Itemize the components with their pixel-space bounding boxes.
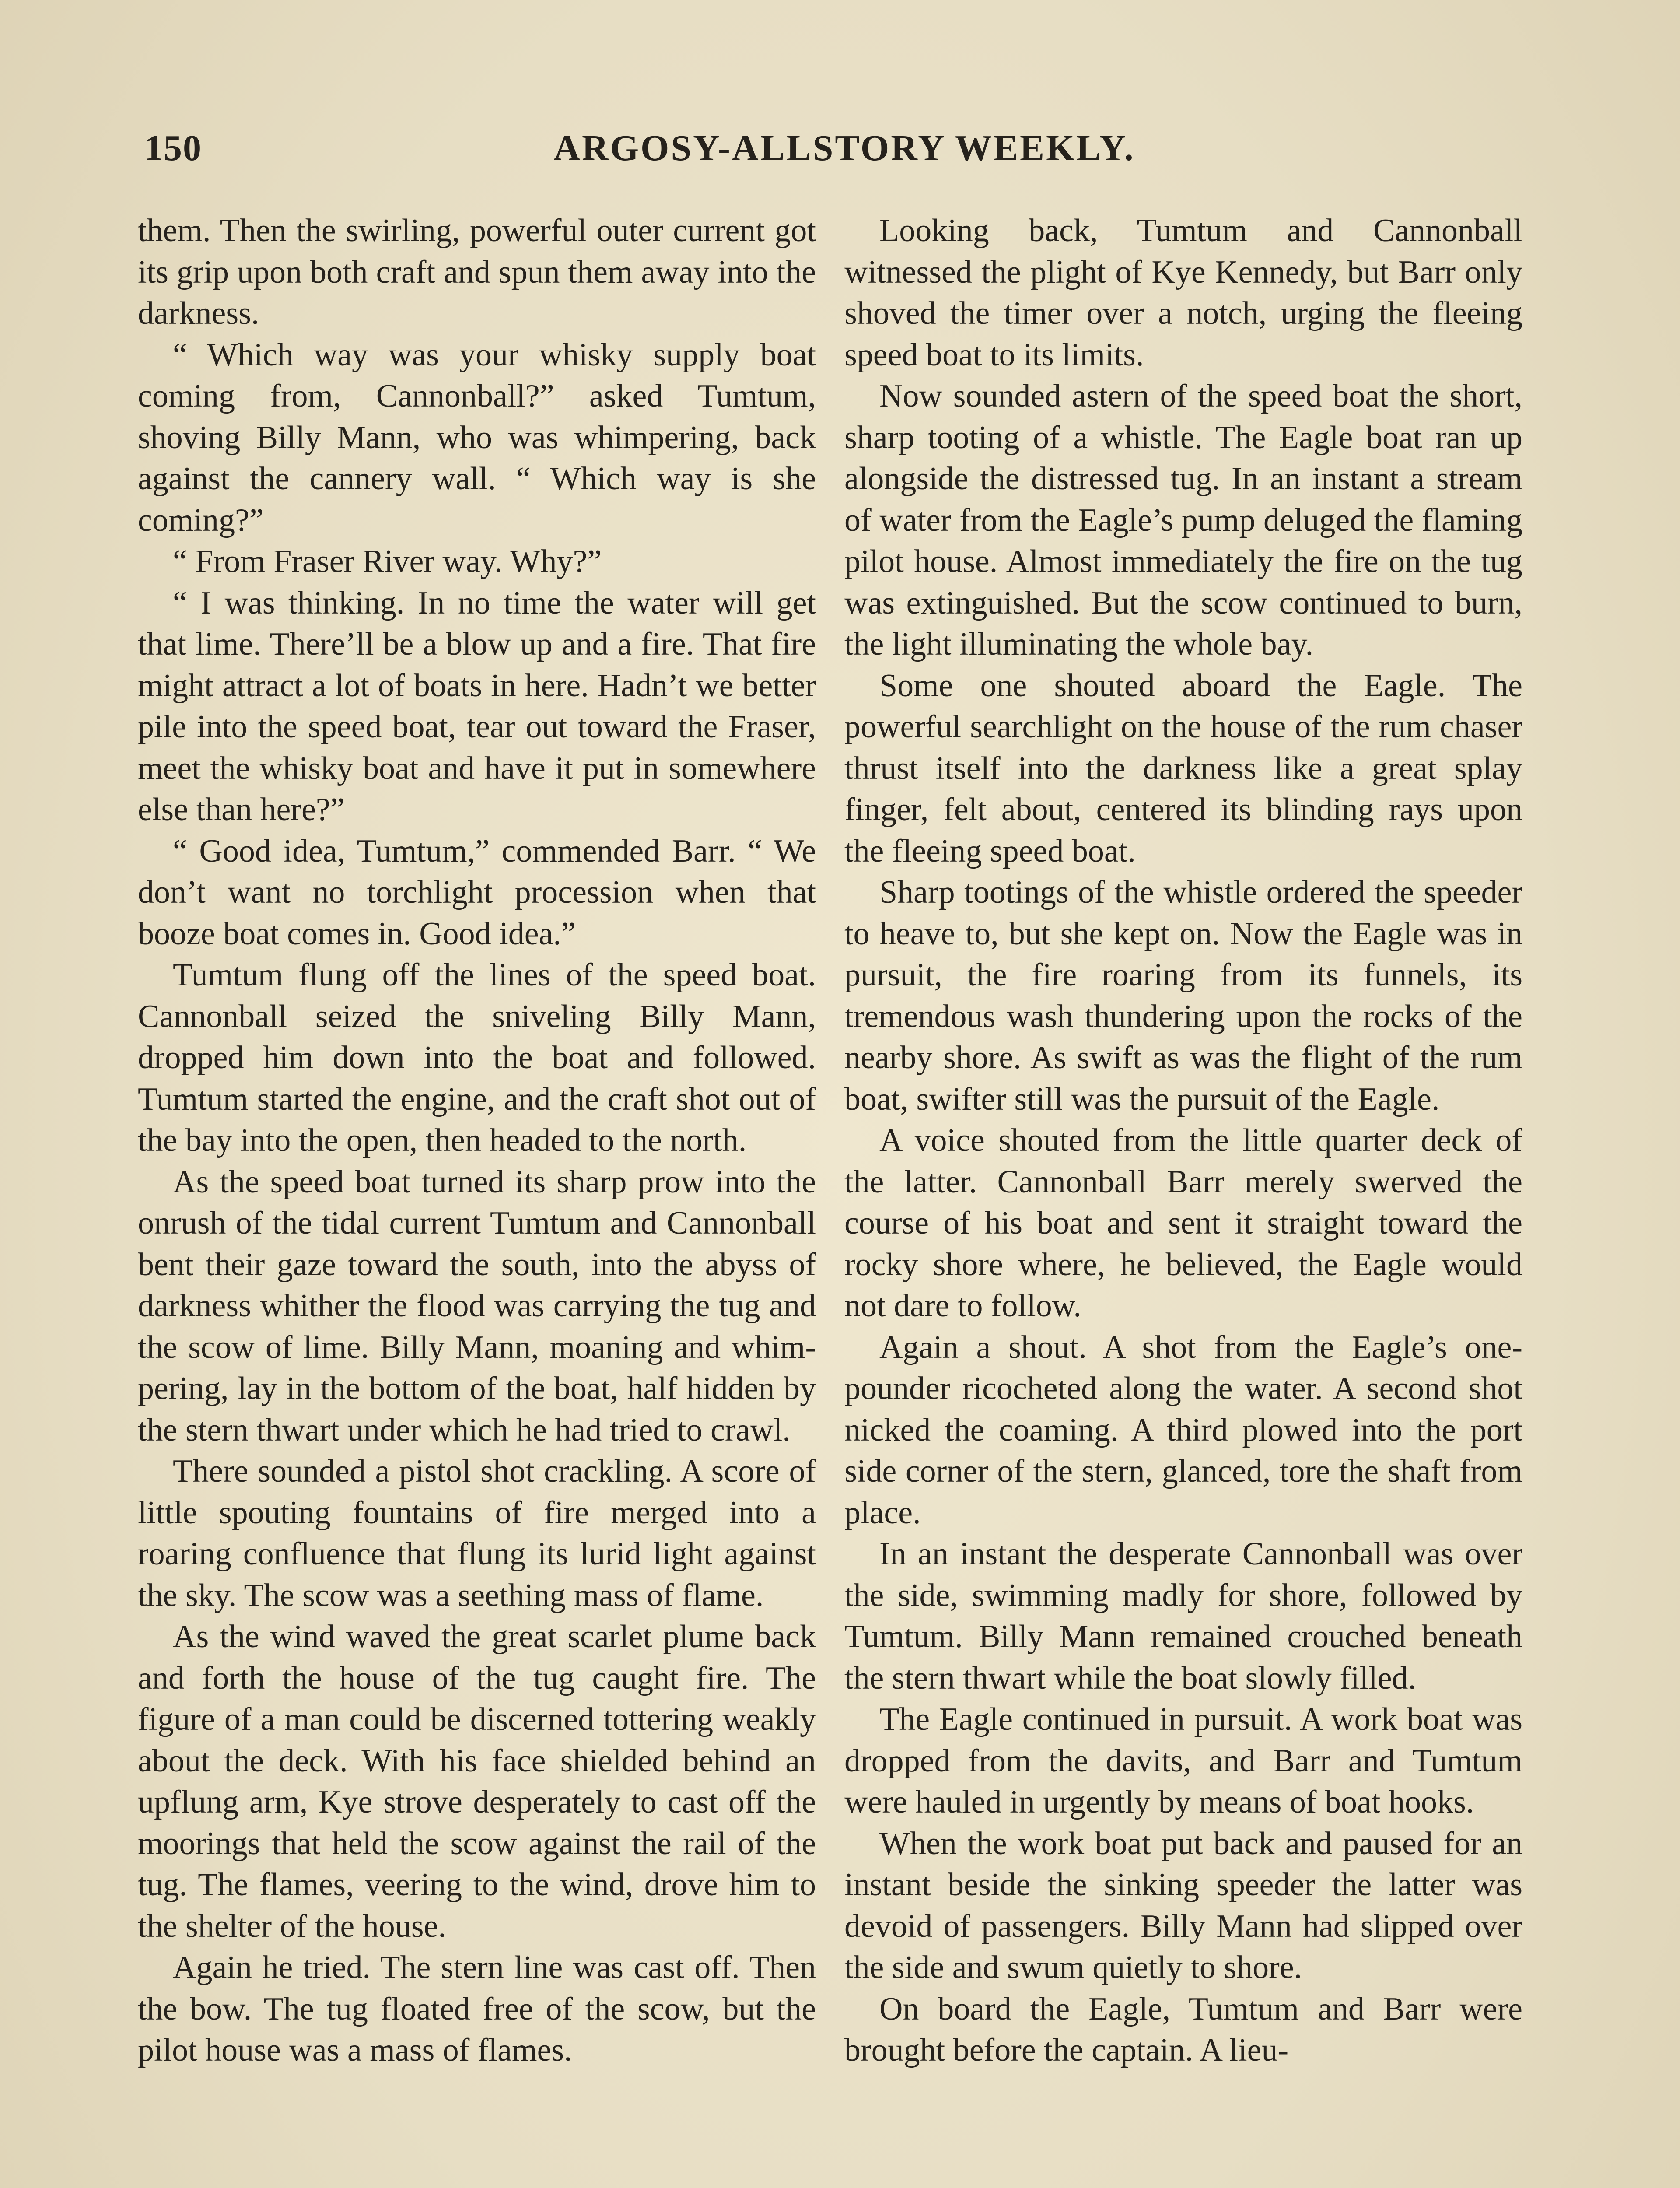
paragraph: As the speed boat turned its sharp prow into the onrush of the tidal current Tumtum and Cannonball bent their gaze toward the south, into the abyss of darkness whither the flood was carrying the tug and the scow of lime. Billy Mann, moaning and whimpering, lay in the bottom of the boat, half hidden by the stern thwart under which he had tried to crawl. bbox=[138, 1164, 816, 1448]
paragraph: Tumtum flung off the lines of the speed boat. Cannonball seized the sniveling Billy Mann, dropped him down into the boat and followed. Tumtum started the engine, and the craft shot out of the bay into the open, then headed to the north. bbox=[138, 957, 816, 1158]
paragraph: As the wind waved the great scarlet plume back and forth the house of the tug caught fire. The figure of a man could be discerned tottering weakly about the deck. With his face shielded behind an upflung arm, Kye strove desperately to cast off the moorings that held the scow against the rail of the tug. The flames, veering to the wind, drove him to the shelter of the house. bbox=[138, 1619, 816, 1944]
paragraph: Some one shouted aboard the Eagle. The powerful searchlight on the house of the rum chaser thrust itself into the darkness like a great splay finger, felt about, centered its blinding rays upon the fleeing speed boat. bbox=[844, 667, 1522, 869]
paragraph: Now sounded astern of the speed boat the short, sharp tooting of a whistle. The Eagle boat ran up alongside the distressed tug. In an instant a stream of water from the Eagle’s pump deluged the flaming pilot house. Almost immediately the fire on the tug was extinguished. But the scow continued to burn, the light illuminating the whole bay. bbox=[844, 378, 1522, 662]
paragraph: In an instant the desperate Cannonball was over the side, swimming madly for shore, followed by Tumtum. Billy Mann remained crouched beneath the stern thwart while the boat slowly filled. bbox=[844, 1536, 1522, 1696]
right-column bbox=[844, 210, 1522, 2071]
paragraph: On board the Eagle, Tumtum and Barr were brought before the captain. A lieu- bbox=[844, 1991, 1522, 2068]
paragraph: When the work boat put back and paused for an instant beside the sinking speeder the latter was devoid of passengers. Billy Mann had slipped over the side and swum quietly to shore. bbox=[844, 1825, 1522, 1985]
running-title: ARGOSY-ALLSTORY WEEKLY. bbox=[553, 128, 1135, 168]
paragraph: Sharp tootings of the whistle ordered the speeder to heave to, but she kept on. Now the Eagle was in pursuit, the fire roaring from its funnels, its tremendous wash thundering upon the rocks of the nearby shore. As swift as was the flight of the rum boat, swifter still was the pursuit of the Eagle. bbox=[844, 874, 1522, 1117]
page-number: 150 bbox=[144, 128, 202, 168]
paragraph: A voice shouted from the little quarter deck of the latter. Cannonball Barr merely swerved the course of his boat and sent it straight toward the rocky shore where, he believed, the Eagle would not dare to follow. bbox=[844, 1122, 1522, 1324]
paragraph: There sounded a pistol shot crackling. A score of little spouting fountains of fire merged into a roaring confluence that flung its lurid light against the sky. The scow was a seething mass of flame. bbox=[138, 1453, 816, 1613]
paragraph: “ I was thinking. In no time the water will get that lime. There’ll be a blow up and a fire. That fire might attract a lot of boats in here. Hadn’t we better pile into the speed boat, tear out toward the Fraser, meet the whisky boat and have it put in somewhere else than here?” bbox=[138, 585, 816, 828]
paragraph: Looking back, Tumtum and Cannonball witnessed the plight of Kye Kennedy, but Barr only shoved the timer over a notch, urging the fleeing speed boat to its limits. bbox=[844, 213, 1522, 373]
paragraph: The Eagle continued in pursuit. A work boat was dropped from the davits, and Barr and Tumtum were hauled in urgently by means of boat hooks. bbox=[844, 1701, 1522, 1820]
paragraph: “ Which way was your whisky supply boat coming from, Cannonball?” asked Tumtum, shoving Billy Mann, who was whimpering, back against the cannery wall. “ Which way is she coming?” bbox=[138, 337, 816, 538]
left-column bbox=[138, 210, 816, 2071]
page-header bbox=[144, 127, 1544, 184]
paragraph: them. Then the swirling, powerful outer current got its grip upon both craft and spun them away into the darkness. bbox=[138, 213, 816, 331]
paragraph: “ From Fraser River way. Why?” bbox=[173, 543, 602, 579]
paragraph: “ Good idea, Tumtum,” commended Barr. “ We don’t want no torchlight procession when that booze boat comes in. Good idea.” bbox=[138, 833, 816, 952]
paragraph: Again he tried. The stern line was cast off. Then the bow. The tug floated free of the scow, but the pilot house was a mass of flames. bbox=[138, 1950, 816, 2068]
paragraph: Again a shout. A shot from the Eagle’s one-pounder ricocheted along the water. A second shot nicked the coaming. A third plowed into the port side corner of the stern, glanced, tore the shaft from place. bbox=[844, 1329, 1522, 1531]
